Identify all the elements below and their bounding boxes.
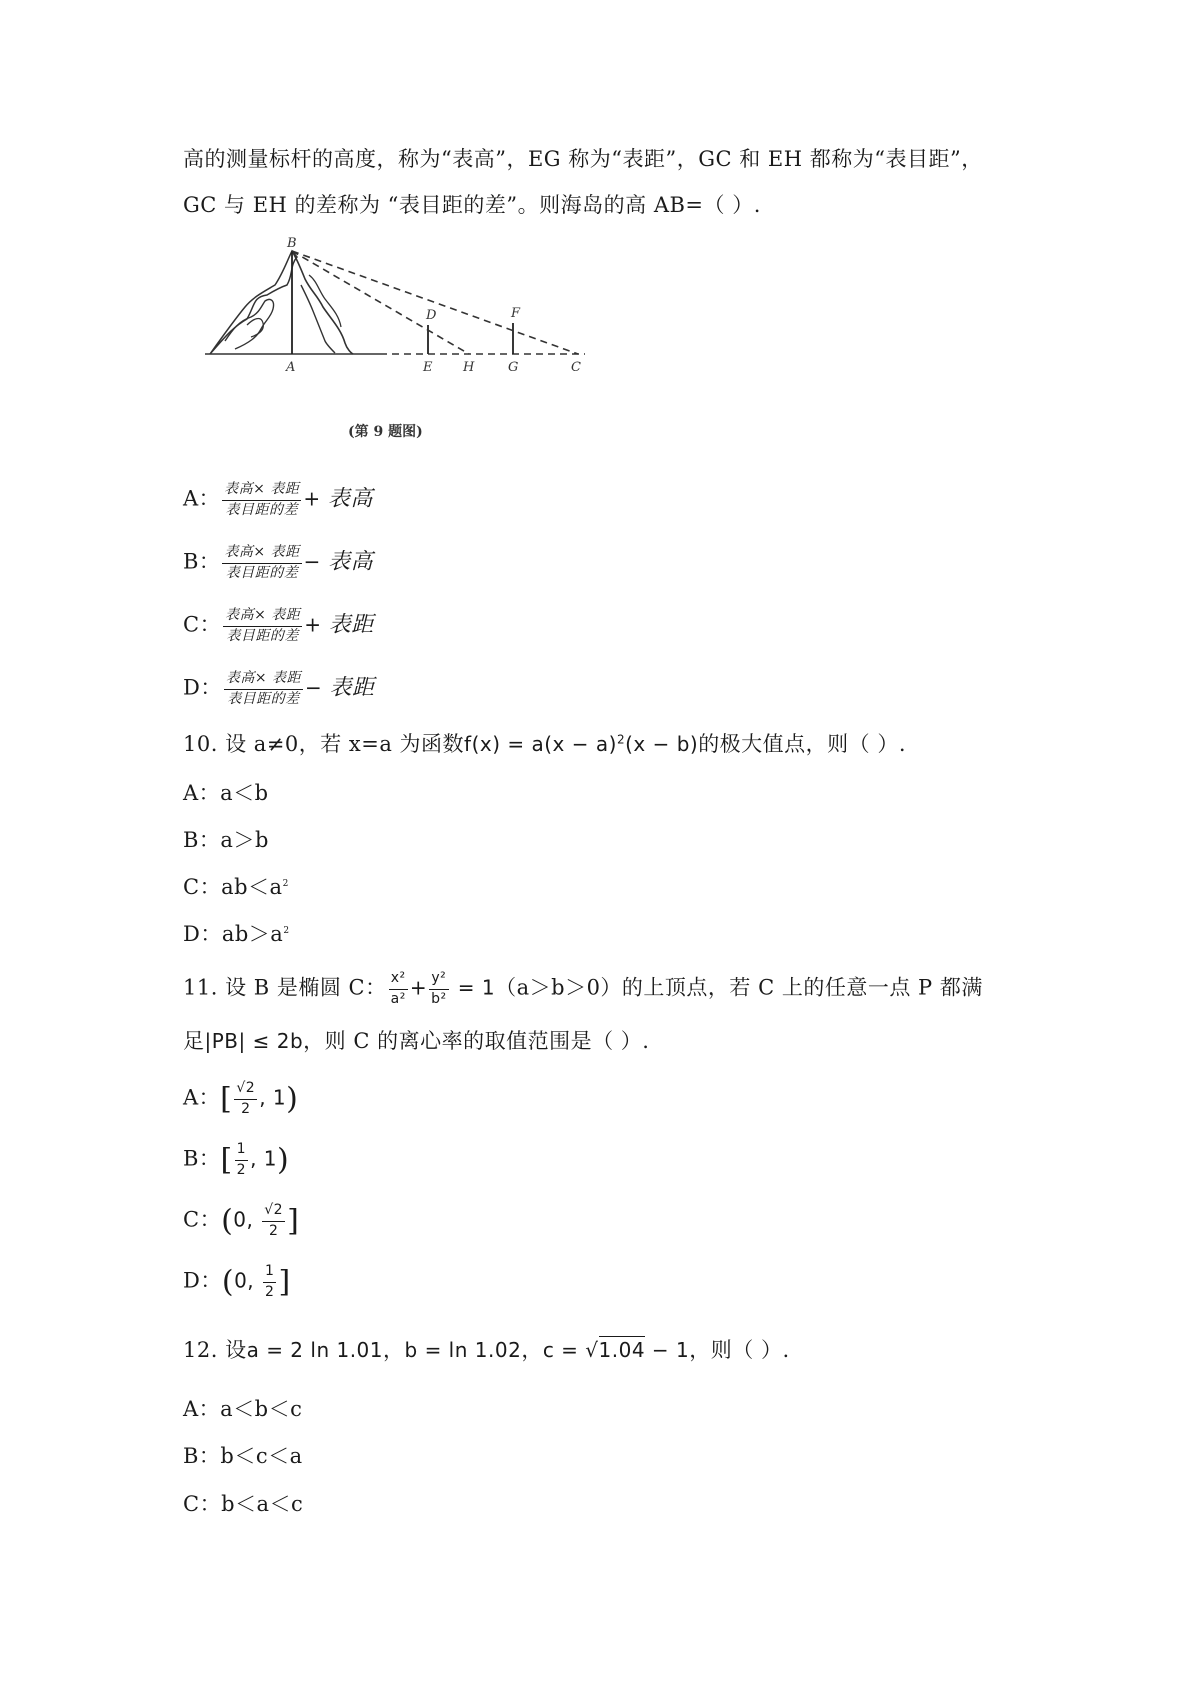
fraction: $\frac{\text{表高× 表距}}{\text{表目距的差}}$ xyxy=(224,544,300,581)
q11-option-d: D：(0, $\frac{1}{2}$ ] xyxy=(183,1263,291,1300)
fraction: $\frac{1}{2}$ xyxy=(265,1263,275,1300)
label-A: A xyxy=(286,360,296,375)
q11-stem-line-2: 足|PB| ≤ 2b，则 C 的离心率的取值范围是（ ）. xyxy=(183,1029,650,1053)
sight-line-BC xyxy=(292,251,578,354)
label-H: H xyxy=(463,360,475,375)
label-C: C xyxy=(571,360,581,375)
label-F: F xyxy=(511,306,521,321)
intro-line-1: 高的测量标杆的高度，称为“表高”，EG 称为“表距”，GC 和 EH 都称为“表目距”， xyxy=(183,147,983,171)
fraction: $\frac{√2}{2}$ xyxy=(264,1202,284,1239)
fraction: $\frac{1}{2}$ xyxy=(236,1141,247,1178)
q9-option-d: D： $\frac{\text{表高× 表距}}{\text{表目距的差}}$ − 表距 xyxy=(183,670,375,707)
mountain-inner-3 xyxy=(309,275,341,327)
figure-caption: (第 9 题图) xyxy=(348,424,423,440)
fraction: $\frac{\text{表高× 表距}}{\text{表目距的差}}$ xyxy=(225,607,301,644)
option-label: B： xyxy=(183,549,221,574)
q9-option-a: A： $\frac{\text{表高× 表距}}{\text{表目距的差}}$ + 表高 xyxy=(183,481,373,518)
fraction: $\frac{\text{表高× 表距}}{\text{表目距的差}}$ xyxy=(225,670,302,707)
island-survey-figure xyxy=(205,236,645,445)
label-B: B xyxy=(287,236,297,251)
q11-option-c: C：(0, $\frac{√2}{2}$ ] xyxy=(183,1202,300,1239)
q10-option-d: D：$ab>a^2$ xyxy=(183,922,290,946)
label-E: E xyxy=(423,360,433,375)
q12-option-a: A：a＜b＜c xyxy=(183,1397,303,1421)
fraction: $\frac{√2}{2}$ xyxy=(236,1080,256,1117)
q12-stem: 12. 设a = 2 ln 1.01，b = ln 1.02，c = √1.04 − 1，则（ ）. xyxy=(183,1338,790,1362)
label-G: G xyxy=(508,360,519,375)
q10-option-c: C：$ab<a^2$ xyxy=(183,875,289,899)
option-label: A： xyxy=(183,486,221,511)
label-D: D xyxy=(426,308,437,323)
q10-stem: 10. 设 a≠0，若 x=a 为函数$f(x) = a(x - a)^2(x - b)$的极大值点，则（ ）. xyxy=(183,732,907,756)
mountain-right-ridge xyxy=(292,251,353,354)
q9-option-b: B： $\frac{\text{表高× 表距}}{\text{表目距的差}}$ − 表高 xyxy=(183,544,374,581)
q10-option-b: B：a＞b xyxy=(183,828,269,852)
fraction: $\frac{\text{表高× 表距}}{\text{表目距的差}}$ xyxy=(224,481,300,518)
q11-option-b: B：[ $\frac{1}{2}$ , 1) xyxy=(183,1141,290,1178)
fraction-y: $\frac{\text{y²}}{\text{b²}}$ xyxy=(431,970,447,1007)
q12-option-b: B：b＜c＜a xyxy=(183,1444,303,1468)
intro-line-2: GC 与 EH 的差称为 “表目距的差”。则海岛的高 AB=（ ）. xyxy=(183,193,761,217)
q12-option-c: C：b＜a＜c xyxy=(183,1492,304,1516)
option-label: C： xyxy=(183,612,222,637)
option-label: D： xyxy=(183,675,222,700)
q11-option-a: A：[ $\frac{√2}{2}$ , 1) xyxy=(183,1080,299,1117)
sight-line-BH xyxy=(292,251,469,354)
fraction-x: $\frac{\text{x²}}{\text{a²}}$ xyxy=(390,970,406,1007)
q11-stem-line-1: 11. 设 B 是椭圆 C： $\frac{\text{x²}}{\text{a²}}$ + $\frac{\text{y²}}{\text{b²}}$ = 1（a＞b＞0）的上顶点，若 C 上的任意一点 P 都满 xyxy=(183,970,983,1007)
mountain-inner-2 xyxy=(301,285,335,353)
q10-option-a: A：a＜b xyxy=(183,781,269,805)
q9-option-c: C： $\frac{\text{表高× 表距}}{\text{表目距的差}}$ + 表距 xyxy=(183,607,374,644)
